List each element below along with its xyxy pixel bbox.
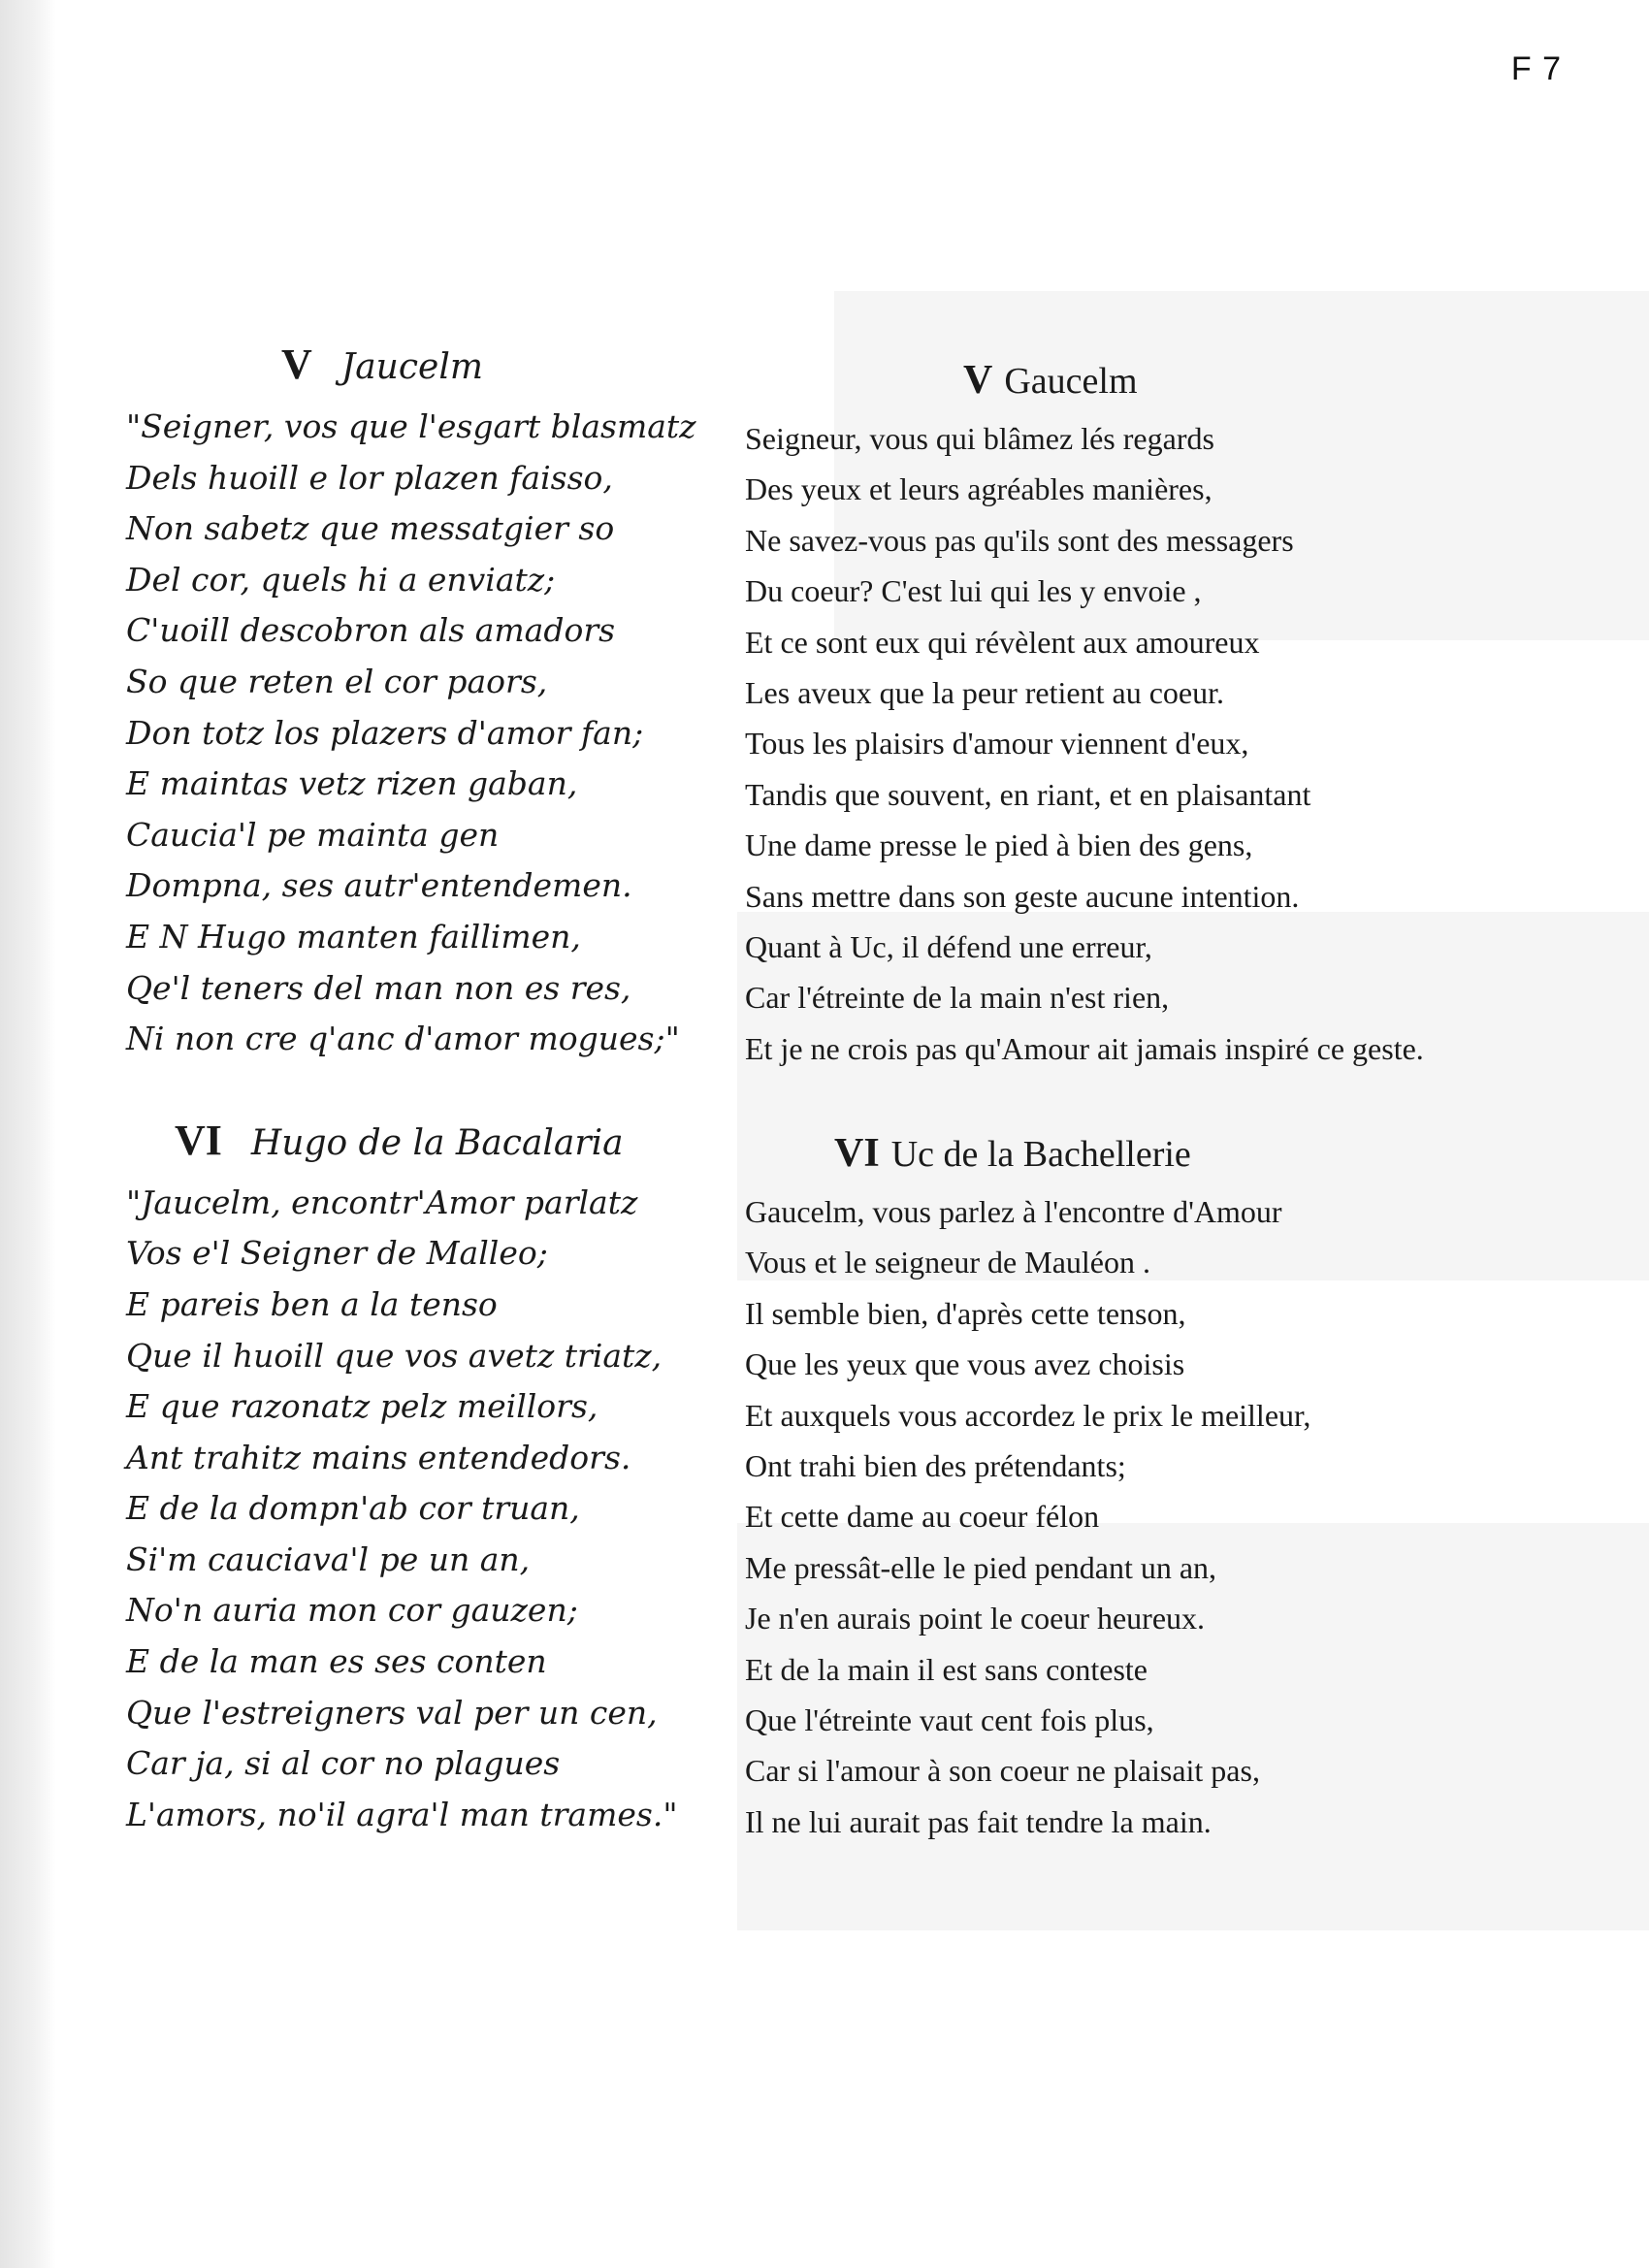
translation-block bbox=[745, 413, 1618, 1074]
verse-line: E que razonatz pelz meillors, bbox=[126, 1387, 598, 1426]
verse-line: So que reten el cor paors, bbox=[126, 662, 548, 700]
stanza-heading bbox=[126, 340, 747, 402]
verse-line: Cauciа'l pe mainta gen bbox=[126, 815, 500, 854]
verse-line: Vos e'l Seigner de Malleo; bbox=[126, 1234, 548, 1273]
french-column bbox=[745, 357, 1618, 1847]
verse-line: E maintas vetz rizen gaban, bbox=[126, 764, 578, 803]
speaker-name: Uc de la Bachellerie bbox=[890, 1134, 1191, 1176]
translation-line: Et auxquels vous accordez le prix le meilleur, bbox=[745, 1397, 1311, 1433]
verse-line: C'uoill descobron als amadors bbox=[126, 611, 616, 650]
translation-line: Il ne lui aurait pas fait tendre la main. bbox=[745, 1803, 1212, 1839]
verse-line: Dompna, ses autr'entendemen. bbox=[126, 866, 632, 905]
stanza-numeral: V bbox=[281, 340, 312, 388]
translation-line: Car si l'amour à son coeur ne plaisait pas, bbox=[745, 1753, 1260, 1789]
translation-line: Car l'étreinte de la main n'est rien, bbox=[745, 980, 1170, 1016]
verse-block bbox=[126, 402, 747, 1065]
stanza-numeral: VI bbox=[834, 1131, 880, 1177]
stanza-heading bbox=[745, 1130, 1618, 1186]
verse-line: E pareis ben a la tenso bbox=[126, 1284, 498, 1323]
speaker-name: Jaucelm bbox=[340, 347, 483, 387]
verse-line: Ant trahitz mains entendedors. bbox=[126, 1438, 631, 1476]
translation-line: Gaucelm, vous parlez à l'encontre d'Amour bbox=[745, 1194, 1282, 1230]
verse-line: "Jaucelm, encontr'Amor parlatz bbox=[126, 1183, 638, 1221]
verse-line: Si'm cauciava'l pe un an, bbox=[126, 1539, 531, 1578]
verse-line: Ni non cre q'anc d'amor mogues;" bbox=[126, 1020, 680, 1058]
translation-line: Des yeux et leurs agréables manières, bbox=[745, 471, 1212, 507]
verse-line: E de la man es ses conten bbox=[126, 1642, 547, 1681]
verse-line: Dels huoill e lor plazen faisso, bbox=[126, 458, 613, 497]
translation-line: Ont trahi bien des prétendants; bbox=[745, 1448, 1126, 1484]
translation-line: Et ce sont eux qui révèlent aux amoureux bbox=[745, 624, 1260, 660]
translation-line: Une dame presse le pied à bien des gens, bbox=[745, 827, 1253, 863]
stanza-numeral: VI bbox=[175, 1116, 222, 1164]
speaker-name: Gaucelm bbox=[1004, 361, 1138, 402]
speaker-name: Hugo de la Bacalaria bbox=[250, 1122, 624, 1163]
verse-line: E N Hugo manten faillimen, bbox=[126, 917, 581, 956]
stanza-heading bbox=[126, 1116, 747, 1178]
translation-line: Je n'en aurais point le coeur heureux. bbox=[745, 1601, 1206, 1636]
verse-line: E de la dompn'ab cor truan, bbox=[126, 1489, 580, 1528]
verse-line: Del cor, quels hi a enviatz; bbox=[126, 560, 556, 599]
verse-block bbox=[126, 1178, 747, 1841]
translation-line: Tous les plaisirs d'amour viennent d'eux, bbox=[745, 726, 1249, 761]
translation-line: Vous et le seigneur de Mauléon . bbox=[745, 1245, 1150, 1280]
translation-line: Seigneur, vous qui blâmez lés regards bbox=[745, 421, 1214, 456]
verse-line: Que il huoill que vos avetz triatz, bbox=[126, 1336, 663, 1375]
translation-line: Ne savez-vous pas qu'ils sont des messagers bbox=[745, 522, 1294, 558]
page-number: F 7 bbox=[1510, 50, 1562, 87]
translation-line: Tandis que souvent, en riant, et en plaisantant bbox=[745, 776, 1311, 812]
verse-line: Don totz los plazers d'amor fan; bbox=[126, 713, 644, 752]
occitan-column bbox=[126, 340, 747, 1840]
verse-line: "Seigner, vos que l'esgart blasmatz bbox=[126, 407, 696, 445]
verse-line: Car ja, si al cor no plagues bbox=[126, 1744, 561, 1783]
translation-line: Que les yeux que vous avez choisis bbox=[745, 1346, 1185, 1382]
translation-line: Quant à Uc, il défend une erreur, bbox=[745, 928, 1152, 964]
translation-line: Et de la main il est sans conteste bbox=[745, 1651, 1148, 1687]
translation-line: Il semble bien, d'après cette tenson, bbox=[745, 1295, 1186, 1331]
translation-line: Sans mettre dans son geste aucune intention. bbox=[745, 878, 1300, 914]
translation-line: Que l'étreinte vaut cent fois plus, bbox=[745, 1701, 1154, 1737]
translation-line: Me pressât-elle le pied pendant un an, bbox=[745, 1549, 1217, 1585]
stanza-heading bbox=[745, 357, 1618, 413]
translation-line: Et je ne crois pas qu'Amour ait jamais inspiré ce geste. bbox=[745, 1030, 1424, 1066]
scan-edge-shadow bbox=[0, 0, 56, 2268]
verse-line: Non sabetz que messatgier so bbox=[126, 509, 615, 548]
translation-block bbox=[745, 1186, 1618, 1847]
verse-line: L'amors, no'il agra'l man trames." bbox=[126, 1795, 678, 1833]
translation-line: Les aveux que la peur retient au coeur. bbox=[745, 674, 1224, 710]
translation-line: Du coeur? C'est lui qui les y envoie , bbox=[745, 573, 1202, 609]
translation-line: Et cette dame au coeur félon bbox=[745, 1499, 1100, 1535]
verse-line: Qe'l teners del man non es res, bbox=[126, 968, 631, 1007]
stanza-numeral: V bbox=[963, 358, 993, 403]
verse-line: No'n auria mon cor gauzen; bbox=[126, 1591, 578, 1630]
verse-line: Que l'estreigners val per un cen, bbox=[126, 1693, 658, 1732]
